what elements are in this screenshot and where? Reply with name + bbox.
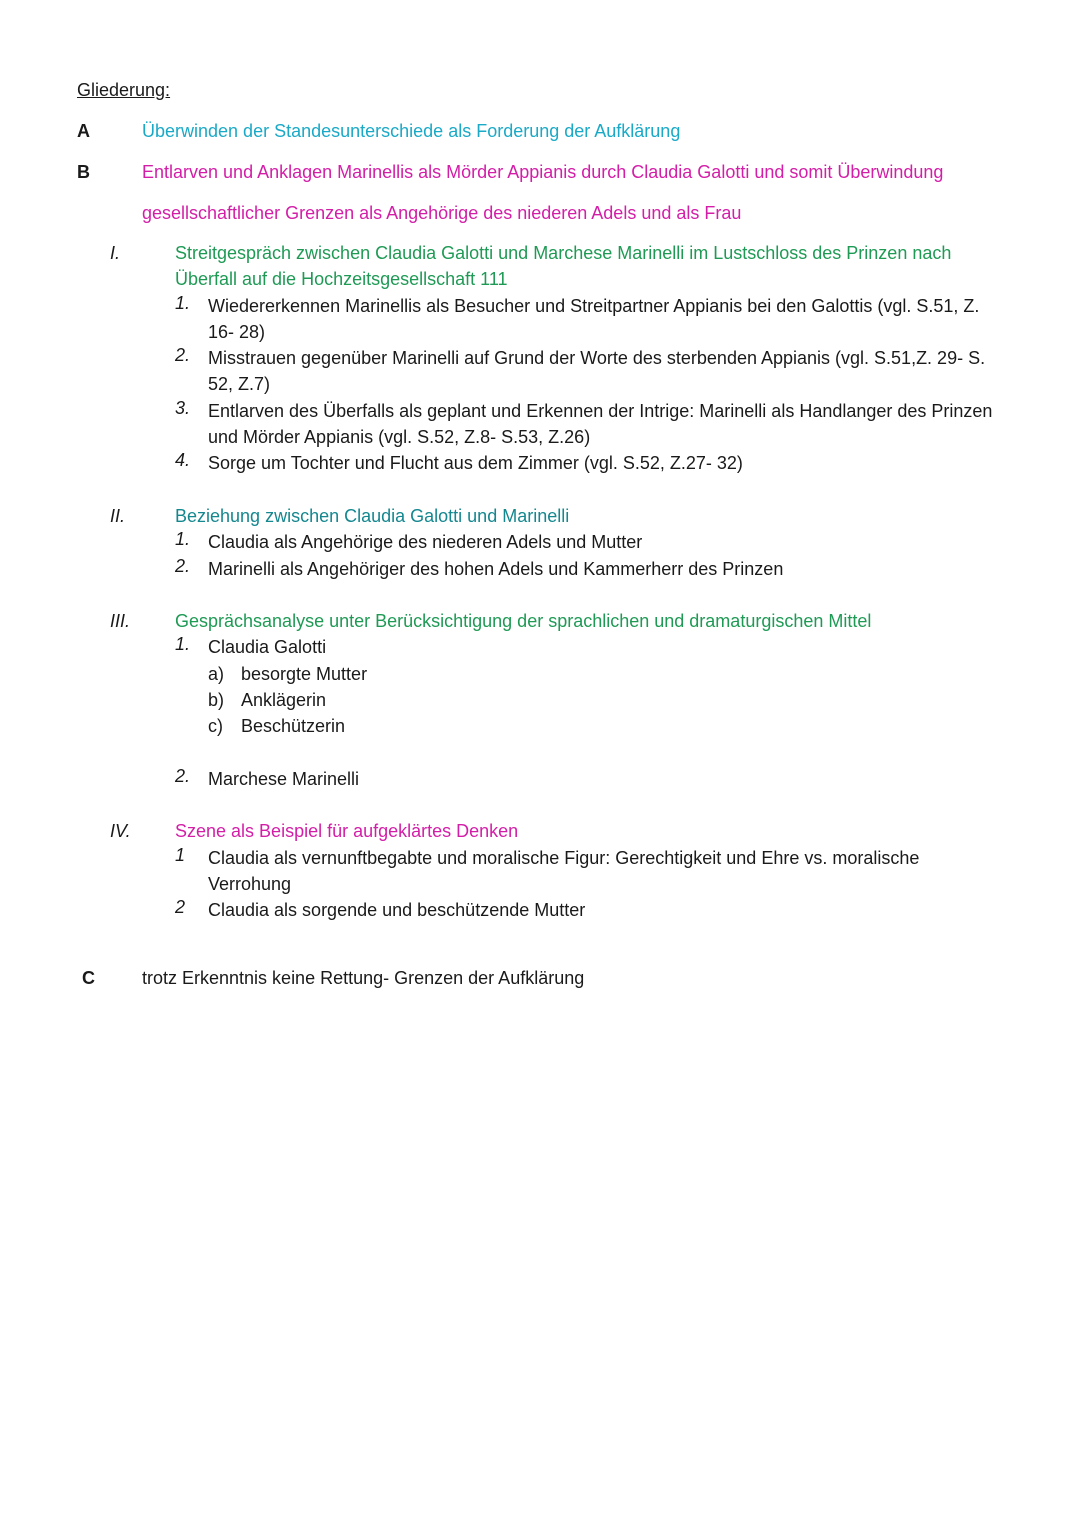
subsection-4-heading: Szene als Beispiel für aufgeklärtes Denken [175, 821, 519, 841]
list-item-text: Marinelli als Angehöriger des hohen Adels und Kammerherr des Prinzen [208, 559, 784, 579]
subsection-1-heading-line2: Überfall auf die Hochzeitsgesellschaft 111 [175, 269, 508, 289]
subsection-roman-1: I. [110, 243, 121, 263]
list-item-text-cont: Verrohung [208, 874, 292, 894]
list-item-text: Claudia als Angehörige des niederen Adels und Mutter [208, 532, 643, 552]
list-item-number: 2. [175, 556, 191, 576]
list-item-text-cont: und Mörder Appianis (vgl. S.52, Z.8- S.53, Z.26) [208, 427, 591, 447]
sub-item-label: b) [208, 690, 225, 710]
section-letter-b: B [77, 162, 90, 182]
list-item-text: Wiedererkennen Marinellis als Besucher und Streitpartner Appianis bei den Galottis (vgl. S.51, Z. [208, 296, 980, 316]
sub-item-label: a) [208, 664, 225, 684]
list-item-text: Sorge um Tochter und Flucht aus dem Zimmer (vgl. S.52, Z.27- 32) [208, 453, 743, 473]
subsection-1-heading-line1: Streitgespräch zwischen Claudia Galotti und Marchese Marinelli im Lustschloss des Prinzen nach [175, 243, 952, 263]
list-item-number: 4. [175, 450, 191, 470]
sub-item-text: Anklägerin [241, 690, 327, 710]
list-item-number: 3. [175, 398, 191, 418]
list-item-number: 1 [175, 845, 186, 865]
section-letter-c: C [82, 968, 95, 988]
list-item-number: 1. [175, 634, 191, 654]
list-item-text: Claudia als vernunftbegabte und moralische Figur: Gerechtigkeit und Ehre vs. moralische [208, 848, 920, 868]
list-item-text: Misstrauen gegenüber Marinelli auf Grund der Worte des sterbenden Appianis (vgl. S.51,Z. 29- S. [208, 348, 986, 368]
subsection-2-heading: Beziehung zwischen Claudia Galotti und Marinelli [175, 506, 570, 526]
subsection-3-heading: Gesprächsanalyse unter Berücksichtigung der sprachlichen und dramaturgischen Mittel [175, 611, 872, 631]
list-item-text-cont: 16- 28) [208, 322, 266, 342]
list-item-text: Claudia Galotti [208, 637, 327, 657]
sub-item-text: Beschützerin [241, 716, 346, 736]
list-item-number: 1. [175, 529, 191, 549]
section-b-heading-line2: gesellschaftlicher Grenzen als Angehörige des niederen Adels und als Frau [142, 203, 742, 223]
list-item-text: Marchese Marinelli [208, 769, 360, 789]
list-item-text: Claudia als sorgende und beschützende Mutter [208, 900, 586, 920]
list-item-text: Entlarven des Überfalls als geplant und Erkennen der Intrige: Marinelli als Handlanger des Prinzen [208, 401, 993, 421]
subsection-roman-4: IV. [110, 821, 131, 841]
list-item-number: 2. [175, 766, 191, 786]
document-title: Gliederung: [77, 80, 171, 100]
subsection-roman-3: III. [110, 611, 131, 631]
section-a-heading: Überwinden der Standesunterschiede als Forderung der Aufklärung [142, 121, 681, 141]
sub-item-label: c) [208, 716, 223, 736]
section-letter-a: A [77, 121, 90, 141]
list-item-number: 2 [175, 897, 186, 917]
section-b-heading-line1: Entlarven und Anklagen Marinellis als Mörder Appianis durch Claudia Galotti und somit Überwindung [142, 162, 944, 182]
list-item-number: 2. [175, 345, 191, 365]
subsection-roman-2: II. [110, 506, 126, 526]
section-c-heading: trotz Erkenntnis keine Rettung- Grenzen der Aufklärung [142, 968, 585, 988]
list-item-text-cont: 52, Z.7) [208, 374, 271, 394]
list-item-number: 1. [175, 293, 191, 313]
sub-item-text: besorgte Mutter [241, 664, 368, 684]
